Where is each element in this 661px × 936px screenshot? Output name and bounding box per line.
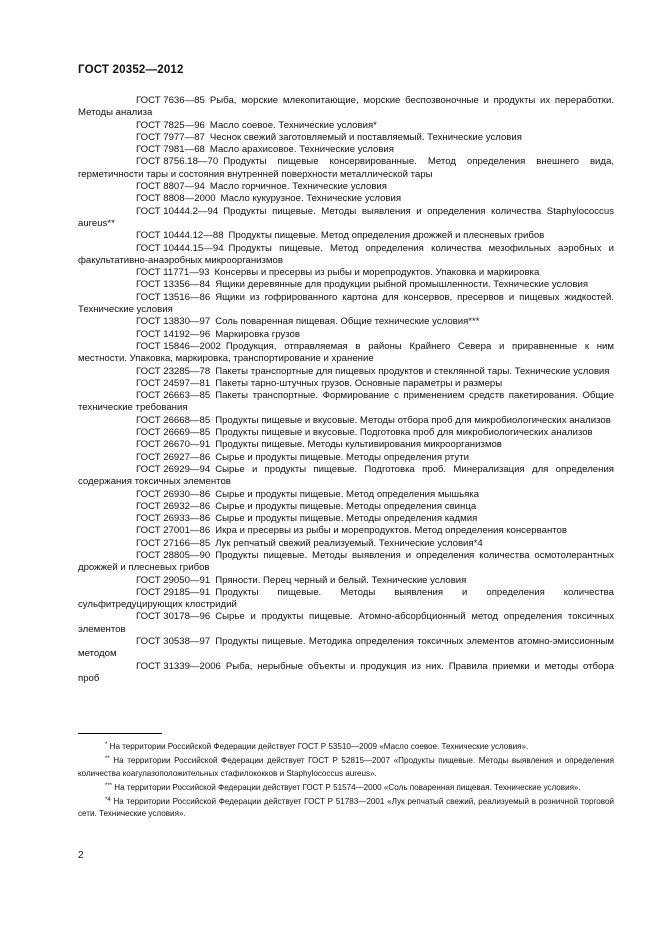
footnote xyxy=(78,782,614,794)
footnote-mark: ** xyxy=(105,756,110,763)
reference-number: ГОСТ 10444.2—94 xyxy=(136,205,219,217)
reference-number: ГОСТ 27166—85 xyxy=(136,537,211,549)
reference-title: Продукты пищевые. Методы выявления и определения количества осмотолерантных дрожжей и плесневых грибов xyxy=(78,549,614,574)
page-number: 2 xyxy=(78,850,84,861)
reference-title: Продукты пищевые. Методы культивирования микроорганизмов xyxy=(215,439,502,451)
reference-number: ГОСТ 23285—78 xyxy=(136,365,211,377)
reference-number: ГОСТ 30538—97 xyxy=(136,636,211,648)
reference-title: Соль поваренная пищевая. Общие технические условия*** xyxy=(215,316,480,328)
reference-item xyxy=(78,427,614,439)
reference-title: Маркировка грузов xyxy=(215,328,300,340)
reference-number: ГОСТ 8807—94 xyxy=(136,181,205,193)
reference-number: ГОСТ 26668—85 xyxy=(136,414,211,426)
footnotes-list xyxy=(78,741,614,823)
footnote xyxy=(78,755,614,780)
reference-item xyxy=(78,415,614,427)
reference-item xyxy=(78,132,614,144)
reference-title: Ящики деревянные для продукции рыбной промышленности. Технические условия xyxy=(215,279,589,291)
reference-number: ГОСТ 28805—90 xyxy=(136,549,211,561)
reference-item xyxy=(78,390,614,415)
reference-item xyxy=(78,329,614,341)
reference-number: ГОСТ 30178—96 xyxy=(136,611,211,623)
reference-item xyxy=(78,575,614,587)
document-header: ГОСТ 20352—2012 xyxy=(78,64,184,76)
reference-item xyxy=(78,587,614,612)
reference-number: ГОСТ 7636—85 xyxy=(136,95,205,106)
reference-item xyxy=(78,439,614,451)
reference-item xyxy=(78,341,614,366)
reference-number: ГОСТ 29050—91 xyxy=(136,574,211,586)
reference-title: Масло кукурузное. Технические условия xyxy=(220,193,402,205)
reference-title: Пряности. Перец черный и белый. Технические условия xyxy=(215,574,467,586)
reference-title: Ящики из гофрированного картона для консервов, пресервов и пищевых жидкостей. Технические условия xyxy=(78,291,614,316)
reference-number: ГОСТ 26663—85 xyxy=(136,390,211,402)
reference-number: ГОСТ 7981—68 xyxy=(136,144,205,156)
reference-number: ГОСТ 26932—86 xyxy=(136,500,211,512)
reference-number: ГОСТ 10444.15—94 xyxy=(136,242,224,254)
reference-number: ГОСТ 8808—2000 xyxy=(136,193,216,205)
footnote-text: На территории Российской Федерации действует ГОСТ Р 52815—2007 «Продукты пищевые. Методы выявления и определения количества коагулазоположительных стафилококков и Staphylococcus aureus». xyxy=(78,756,615,778)
reference-item xyxy=(78,292,614,317)
reference-item xyxy=(78,513,614,525)
reference-item xyxy=(78,95,614,120)
footnote-text: На территории Российской Федерации действует ГОСТ Р 51574—2000 «Соль поваренная пищевая. Технические условия». xyxy=(114,782,581,792)
reference-title: Продукты пищевые и вкусовые. Подготовка проб для микробиологических анализов xyxy=(215,427,593,439)
reference-item xyxy=(78,243,614,268)
reference-item xyxy=(78,193,614,205)
reference-title: Продукты пищевые консервированные. Метод определения внешнего вида, герметичности тары и состояния внутренней поверхности металлической тары xyxy=(78,156,614,180)
reference-title: Сырье и продукты пищевые. Методы определения свинца xyxy=(215,500,477,512)
reference-title: Продукты пищевые. Метод определения количества мезофильных аэробных и факультативно-анаэробных микроорганизмов xyxy=(78,242,614,266)
footnote-divider xyxy=(78,733,162,734)
footnote-mark: * xyxy=(105,742,108,748)
reference-item xyxy=(78,489,614,501)
reference-item xyxy=(78,661,614,686)
reference-title: Сырье и продукты пищевые. Атомно-абсорбционный метод определения токсичных элементов xyxy=(78,611,614,635)
reference-item xyxy=(78,636,614,661)
normative-references-list xyxy=(78,95,614,685)
reference-item xyxy=(78,206,614,231)
reference-number: ГОСТ 7977—87 xyxy=(136,131,205,143)
reference-number: ГОСТ 26933—86 xyxy=(136,513,211,525)
reference-number: ГОСТ 26929—94 xyxy=(136,463,211,475)
reference-title: Рыба, нерыбные объекты и продукция из них. Правила приемки и методы отбора проб xyxy=(78,660,614,684)
reference-item xyxy=(78,550,614,575)
footnote-mark: *** xyxy=(105,782,113,789)
reference-number: ГОСТ 13830—97 xyxy=(136,316,211,328)
reference-item xyxy=(78,156,614,181)
reference-title: Продукты пищевые. Методика определения токсичных элементов атомно-эмиссионным методом xyxy=(78,636,614,660)
reference-number: ГОСТ 29185—91 xyxy=(136,586,211,598)
reference-title: Продукция, отправляемая в районы Крайнего Севера и приравненные к ним местности. Упаковка, маркировка, транспортирование и хранение xyxy=(78,340,614,365)
reference-number: ГОСТ 8756.18—70 xyxy=(136,156,219,168)
reference-number: ГОСТ 31339—2006 xyxy=(136,660,221,672)
reference-item xyxy=(78,464,614,489)
reference-title: Сырье и продукты пищевые. Методы определения кадмия xyxy=(215,513,478,525)
reference-item xyxy=(78,120,614,132)
reference-title: Сырье и продукты пищевые. Методы определения ртути xyxy=(215,451,469,463)
reference-title: Продукты пищевые. Методы выявления и определения количества Staphylococcus aureus** xyxy=(78,205,614,229)
reference-number: ГОСТ 10444.12—88 xyxy=(136,230,224,242)
reference-item xyxy=(78,181,614,193)
reference-item xyxy=(78,144,614,156)
reference-title: Пакеты тарно-штучных грузов. Основные параметры и размеры xyxy=(215,377,503,389)
reference-item xyxy=(78,452,614,464)
reference-title: Сырье и продукты пищевые. Метод определения мышьяка xyxy=(215,488,480,500)
footnote-text: На территории Российской Федерации действует ГОСТ Р 53510—2009 «Масло соевое. Технические условия». xyxy=(109,742,529,751)
reference-item xyxy=(78,366,614,378)
reference-item xyxy=(78,316,614,328)
footnote xyxy=(78,796,614,821)
reference-title: Продукты пищевые. Методы выявления и определения количества сульфитредуцирующих клостридий xyxy=(78,586,614,611)
reference-title: Чеснок свежий заготовляемый и поставляемый. Технические условия xyxy=(209,131,522,143)
reference-item xyxy=(78,501,614,513)
footnote xyxy=(78,741,614,753)
reference-title: Продукты пищевые и вкусовые. Методы отбора проб для микробиологических анализов xyxy=(215,414,611,426)
reference-item xyxy=(78,378,614,390)
reference-number: ГОСТ 7825—96 xyxy=(136,119,205,131)
reference-title: Консервы и пресервы из рыбы и морепродуктов. Упаковка и маркировка xyxy=(214,267,540,279)
reference-title: Пакеты транспортные. Формирование с применением средств пакетирования. Общие технические требования xyxy=(78,390,614,414)
reference-title: Лук репчатый свежий реализуемый. Технические условия*4 xyxy=(215,537,483,549)
reference-title: Рыба, морские млекопитающие, морские беспозвоночные и продукты их переработки. Методы анализа xyxy=(78,95,614,119)
reference-item xyxy=(78,267,614,279)
reference-title: Пакеты транспортные для пищевых продуктов и стеклянной тары. Технические условия xyxy=(215,365,610,377)
reference-item xyxy=(78,230,614,242)
reference-number: ГОСТ 26670—91 xyxy=(136,439,211,451)
reference-number: ГОСТ 14192—96 xyxy=(136,328,211,340)
footnote-mark: *4 xyxy=(105,797,111,804)
reference-number: ГОСТ 24597—81 xyxy=(136,377,211,389)
reference-title: Икра и пресервы из рыбы и морепродуктов. Метод определения консервантов xyxy=(215,525,567,537)
reference-item xyxy=(78,525,614,537)
footnote-text: На территории Российской Федерации действует ГОСТ Р 51783—2001 «Лук репчатый свежий, реализуемый в розничной торговой сети. Технические условия». xyxy=(78,797,615,819)
reference-item xyxy=(78,279,614,291)
reference-number: ГОСТ 11771—93 xyxy=(136,267,210,279)
reference-title: Масло арахисовое. Технические условия xyxy=(209,144,394,156)
reference-number: ГОСТ 13356—84 xyxy=(136,279,211,291)
reference-number: ГОСТ 26669—85 xyxy=(136,427,211,439)
reference-title: Продукты пищевые. Метод определения дрожжей и плесневых грибов xyxy=(228,230,545,242)
reference-number: ГОСТ 15846—2002 xyxy=(136,340,221,352)
reference-title: Масло соевое. Технические условия* xyxy=(209,119,377,131)
reference-item xyxy=(78,611,614,636)
reference-number: ГОСТ 27001—86 xyxy=(136,525,211,537)
reference-number: ГОСТ 13516—86 xyxy=(136,291,211,303)
reference-title: Масло горчичное. Технические условия xyxy=(209,181,387,193)
reference-number: ГОСТ 26927—86 xyxy=(136,451,211,463)
reference-item xyxy=(78,538,614,550)
reference-number: ГОСТ 26930—86 xyxy=(136,488,211,500)
reference-title: Сырье и продукты пищевые. Подготовка проб. Минерализация для определения содержания токсичных элементов xyxy=(78,463,614,488)
